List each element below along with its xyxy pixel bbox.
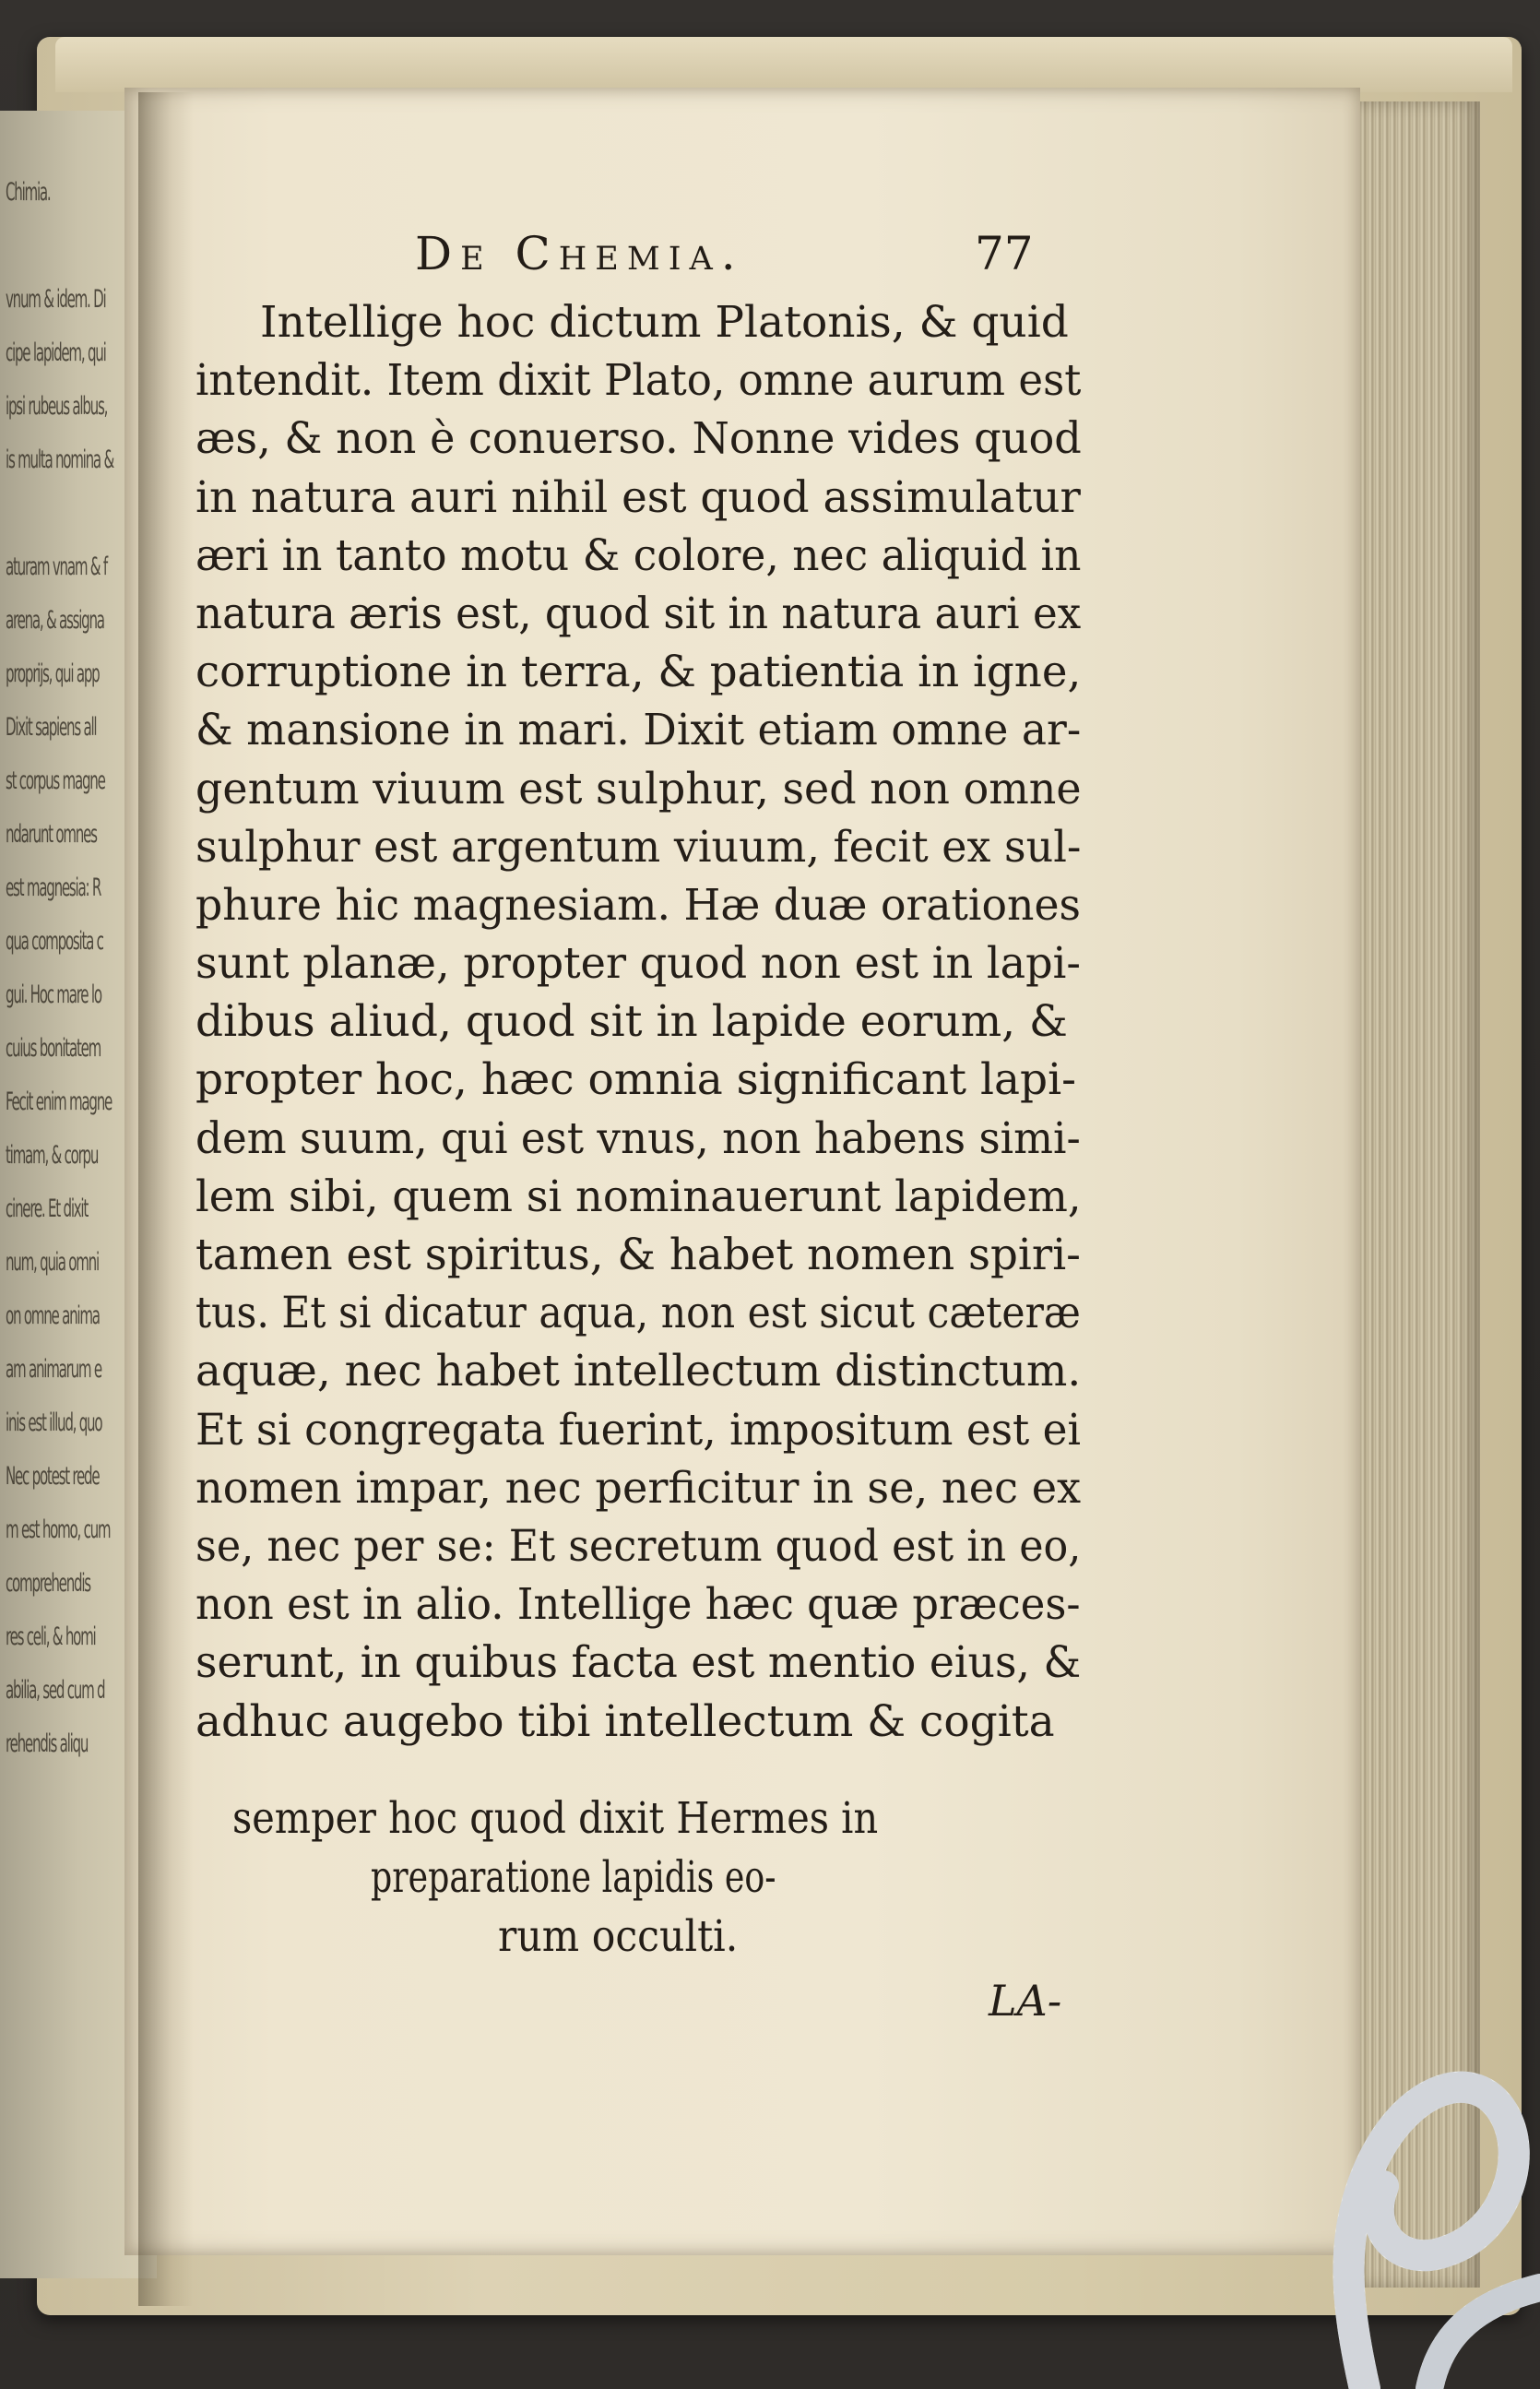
- left-page-line: aturam vnam & f: [6, 553, 107, 581]
- body-line: lem sibi, quem si nominauerunt lapidem,: [195, 1171, 1082, 1222]
- left-page-line: est magnesia: R: [6, 874, 101, 902]
- body-line: corruptione in terra, & patientia in igne,: [195, 647, 1082, 698]
- page-number: 77: [975, 227, 1034, 280]
- body-line: se, nec per se: Et secretum quod est in eo,: [195, 1520, 1082, 1572]
- left-page-line: is multa nomina &: [6, 446, 113, 474]
- gutter-shadow: [138, 92, 194, 2306]
- left-page-line: on omne anima: [6, 1301, 100, 1330]
- left-page-line: Chimia.: [6, 178, 51, 207]
- body-line: phure hic magnesiam. Hæ duæ orationes: [195, 879, 1081, 931]
- body-line: aquæ, nec habet intellectum distinctum.: [195, 1346, 1082, 1397]
- body-line: non est in alio. Intellige hæc quæ præces-: [195, 1579, 1081, 1631]
- body-line: sunt planæ, propter quod non est in lapi-: [195, 938, 1081, 990]
- body-line: æs, & non è conuerso. Nonne vides quod: [195, 413, 1082, 465]
- body-line: Intellige hoc dictum Platonis, & quid: [260, 297, 1069, 348]
- left-page-line: st corpus magne: [6, 767, 105, 795]
- body-line: dibus aliud, quod sit in lapide eorum, &: [195, 996, 1068, 1048]
- left-page-line: gui. Hoc mare lo: [6, 981, 101, 1009]
- left-page-line: [6, 220, 97, 273]
- tail-line-2: preparatione lapidis eo-: [371, 1852, 776, 1903]
- left-page-line: num, quia omni: [6, 1248, 99, 1277]
- body-line: adhuc augebo tibi intellectum & cogita: [195, 1695, 1055, 1747]
- bookmark-string: [1226, 1955, 1540, 2389]
- left-page-line: arena, & assigna: [6, 606, 104, 635]
- body-line: natura æris est, quod sit in natura auri ex: [195, 588, 1082, 639]
- left-page-line: rehendis aliqu: [6, 1729, 89, 1758]
- body-line: gentum viuum est sulphur, sed non omne: [195, 763, 1082, 814]
- left-page-line: cinere. Et dixit: [6, 1194, 89, 1223]
- body-text: [195, 293, 1081, 1751]
- catchword: LA-: [989, 1976, 1062, 2026]
- body-line: intendit. Item dixit Plato, omne aurum est: [195, 355, 1082, 407]
- tail-line-3: rum occulti.: [498, 1911, 739, 1962]
- left-page-line: Dixit sapiens all: [6, 713, 97, 742]
- binding-top-edge: [55, 37, 1512, 92]
- left-page-line: ipsi rubeus albus,: [6, 392, 108, 421]
- body-line: tamen est spiritus, & habet nomen spiri-: [195, 1230, 1081, 1280]
- body-line: sulphur est argentum viuum, fecit ex sul-: [195, 821, 1082, 873]
- tail-line-1: semper hoc quod dixit Hermes in: [232, 1793, 879, 1844]
- left-page-line: comprehendis: [6, 1569, 90, 1598]
- body-line: & mansione in mari. Dixit etiam omne ar-: [195, 705, 1082, 756]
- body-line: Et si congregata fuerint, impositum est ei: [195, 1404, 1082, 1456]
- body-line: in natura auri nihil est quod assimulatur: [195, 471, 1081, 523]
- left-page-line: timam, & corpu: [6, 1141, 99, 1170]
- body-line: serunt, in quibus facta est mentio eius, &: [195, 1637, 1082, 1689]
- left-page-line: proprijs, qui app: [6, 660, 100, 688]
- left-page-line: res celi, & homi: [6, 1622, 96, 1651]
- left-page-line: vnum & idem. Di: [6, 285, 106, 314]
- body-line: propter hoc, hæc omnia significant lapi-: [195, 1054, 1077, 1106]
- body-line: dem suum, qui est vnus, non habens simi-: [195, 1112, 1081, 1164]
- left-page-line: ndarunt omnes: [6, 820, 97, 849]
- left-page-line: Nec potest rede: [6, 1462, 100, 1491]
- left-page-line: cipe lapidem, qui: [6, 339, 106, 367]
- left-page-line: qua composita c: [6, 927, 103, 956]
- running-head: De Chemia.: [415, 227, 744, 280]
- body-line: tus. Et si dicatur aqua, non est sicut cæteræ: [195, 1288, 1081, 1339]
- left-page-line: m est homo, cum: [6, 1515, 111, 1544]
- left-page-line: cuius bonitatem: [6, 1034, 101, 1063]
- body-line: nomen impar, nec perficitur in se, nec ex: [195, 1462, 1082, 1514]
- left-page-line: abilia, sed cum d: [6, 1676, 105, 1705]
- left-page-line: am animarum e: [6, 1355, 101, 1384]
- body-line: æri in tanto motu & colore, nec aliquid in: [195, 529, 1082, 581]
- left-page-line: Fecit enim magne: [6, 1088, 113, 1116]
- left-page-line: [6, 487, 97, 541]
- left-page-line: inis est illud, quo: [6, 1408, 102, 1437]
